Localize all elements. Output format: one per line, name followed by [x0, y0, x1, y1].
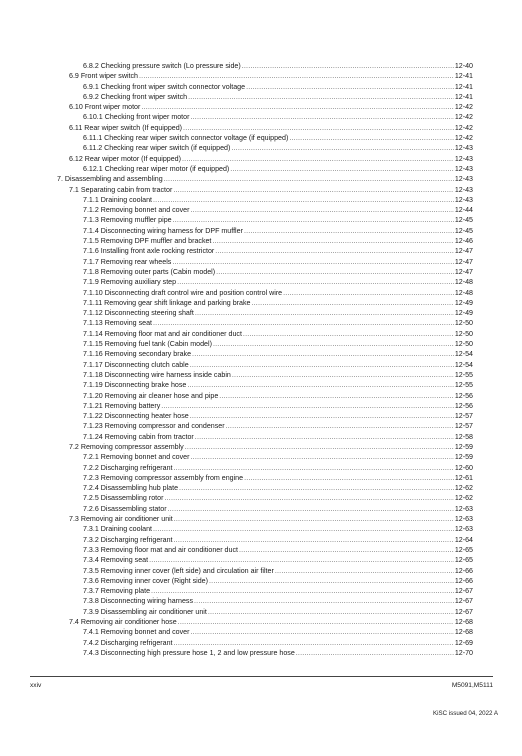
- toc-entry-title: 7.1.14 Removing floor mat and air conditioner duct: [83, 329, 242, 338]
- toc-entry[interactable]: [57, 638, 473, 648]
- dot-leader: [244, 226, 454, 236]
- dot-leader: [209, 576, 454, 586]
- toc-entry-page: 12-67: [454, 607, 473, 616]
- toc-entry-title: 7.1.19 Disconnecting brake hose: [83, 381, 187, 390]
- dot-leader: [246, 82, 454, 92]
- toc-entry[interactable]: [57, 617, 473, 627]
- toc-entry[interactable]: [57, 339, 473, 349]
- dot-leader: [179, 483, 454, 493]
- toc-entry-page: 12-43: [454, 185, 473, 194]
- dot-leader: [164, 174, 454, 184]
- toc-entry[interactable]: [57, 267, 473, 277]
- toc-entry[interactable]: [57, 288, 473, 298]
- dot-leader: [190, 411, 454, 421]
- toc-entry-page: 12-66: [454, 576, 473, 585]
- toc-entry-title: 7.3.3 Removing floor mat and air conditioner duct: [83, 545, 238, 554]
- toc-entry-page: 12-42: [454, 113, 473, 122]
- toc-entry-title: 6.11.1 Checking rear wiper switch connector voltage (if equipped): [83, 134, 289, 143]
- dot-leader: [173, 215, 454, 225]
- dot-leader: [153, 318, 454, 328]
- dot-leader: [188, 92, 454, 102]
- toc-entry-title: 7. Disassembling and assembling: [57, 175, 163, 184]
- toc-entry-page: 12-56: [454, 391, 473, 400]
- toc-entry[interactable]: [57, 463, 473, 473]
- toc-entry-page: 12-49: [454, 298, 473, 307]
- toc-entry-page: 12-55: [454, 381, 473, 390]
- toc-entry-title: 7.3.4 Removing seat: [83, 556, 149, 565]
- toc-entry-title: 7.2.5 Disassembling rotor: [83, 494, 164, 503]
- toc-entry[interactable]: [57, 205, 473, 215]
- toc-entry-title: 7.1.21 Removing battery: [83, 401, 161, 410]
- toc-entry-page: 12-66: [454, 566, 473, 575]
- dot-leader: [239, 545, 454, 555]
- dot-leader: [242, 61, 454, 71]
- dot-leader: [190, 627, 453, 637]
- dot-leader: [208, 607, 454, 617]
- dot-leader: [172, 257, 454, 267]
- toc-entry[interactable]: [57, 555, 473, 565]
- toc-entry-page: 12-45: [454, 216, 473, 225]
- toc-entry[interactable]: [57, 133, 473, 143]
- toc-entry[interactable]: [57, 92, 473, 102]
- dot-leader: [151, 586, 454, 596]
- dot-leader: [213, 339, 454, 349]
- toc-entry-page: 12-43: [454, 175, 473, 184]
- toc-entry-title: 7.1.9 Removing auxiliary step: [83, 278, 177, 287]
- toc-entry[interactable]: [57, 524, 473, 534]
- toc-entry-title: 7.3.9 Disassembling air conditioner unit: [83, 607, 207, 616]
- dot-leader: [195, 432, 454, 442]
- toc-entry-title: 6.10 Front wiper motor: [69, 103, 141, 112]
- toc-entry[interactable]: [57, 308, 473, 318]
- toc-entry-title: 7.2.6 Disassembling stator: [83, 504, 167, 513]
- page-number: xxiv: [30, 682, 42, 689]
- dot-leader: [174, 638, 454, 648]
- toc-entry-title: 7.2.1 Removing bonnet and cover: [83, 453, 190, 462]
- toc-entry-page: 12-56: [454, 401, 473, 410]
- toc-entry[interactable]: [57, 215, 473, 225]
- dot-leader: [231, 143, 454, 153]
- toc-entry-page: 12-43: [454, 144, 473, 153]
- toc-entry-page: 12-55: [454, 370, 473, 379]
- toc-entry[interactable]: [57, 421, 473, 431]
- toc-entry-page: 12-63: [454, 504, 473, 513]
- toc-entry-title: 7.2.2 Discharging refrigerant: [83, 463, 173, 472]
- toc-entry-title: 7.3.8 Disconnecting wiring harness: [83, 597, 194, 606]
- toc-entry-page: 12-47: [454, 267, 473, 276]
- toc-entry-page: 12-63: [454, 525, 473, 534]
- toc-entry[interactable]: [57, 391, 473, 401]
- toc-entry[interactable]: [57, 112, 473, 122]
- toc-entry-page: 12-61: [454, 473, 473, 482]
- dot-leader: [194, 596, 454, 606]
- toc-entry-title: 7.1.15 Removing fuel tank (Cabin model): [83, 340, 212, 349]
- toc-entry-title: 6.8.2 Checking pressure switch (Lo pressure side): [83, 62, 241, 70]
- dot-leader: [190, 112, 453, 122]
- dot-leader: [275, 566, 454, 576]
- toc-entry[interactable]: [57, 596, 473, 606]
- toc-entry-page: 12-42: [454, 134, 473, 143]
- toc-entry[interactable]: [57, 411, 473, 421]
- toc-entry[interactable]: [57, 277, 473, 287]
- toc-entry[interactable]: [57, 195, 473, 205]
- dot-leader: [219, 391, 454, 401]
- toc-entry-title: 7.1.11 Removing gear shift linkage and parking brake: [83, 298, 251, 307]
- toc-entry-title: 7.1.23 Removing compressor and condenser: [83, 422, 225, 431]
- toc-entry-title: 6.9 Front wiper switch: [69, 72, 138, 81]
- dot-leader: [153, 195, 454, 205]
- toc-entry-title: 7.4.1 Removing bonnet and cover: [83, 628, 190, 637]
- toc-entry-page: 12-68: [454, 618, 473, 627]
- toc-entry-title: 7.1.7 Removing rear wheels: [83, 257, 172, 266]
- toc-entry-title: 6.11.2 Checking rear wiper switch (if equipped): [83, 144, 231, 153]
- toc-entry[interactable]: [57, 380, 473, 390]
- toc-entry-title: 7.2.3 Removing compressor assembly from engine: [83, 473, 244, 482]
- toc-entry[interactable]: [57, 71, 473, 81]
- dot-leader: [164, 493, 453, 503]
- toc-entry-page: 12-50: [454, 319, 473, 328]
- toc-entry[interactable]: [57, 123, 473, 133]
- toc-entry-page: 12-59: [454, 453, 473, 462]
- toc-entry-title: 7.2.4 Disassembling hub plate: [83, 484, 179, 493]
- dot-leader: [190, 452, 453, 462]
- toc-entry-title: 7.4.2 Discharging refrigerant: [83, 638, 173, 647]
- toc-entry-page: 12-64: [454, 535, 473, 544]
- dot-leader: [283, 288, 454, 298]
- toc-entry-title: 6.9.1 Checking front wiper switch connector voltage: [83, 82, 246, 91]
- toc-entry-title: 7.1.20 Removing air cleaner hose and pipe: [83, 391, 219, 400]
- toc-entry-page: 12-45: [454, 226, 473, 235]
- dot-leader: [230, 164, 454, 174]
- toc-entry-title: 7.1.3 Removing muffler pipe: [83, 216, 172, 225]
- toc-entry[interactable]: [57, 257, 473, 267]
- toc-entry-title: 7.1.5 Removing DPF muffler and bracket: [83, 237, 212, 246]
- toc-entry-page: 12-42: [454, 123, 473, 132]
- toc-entry[interactable]: [57, 432, 473, 442]
- toc-entry-page: 12-48: [454, 288, 473, 297]
- toc-entry-title: 7.1.6 Installing front axle rocking restrictor: [83, 247, 215, 256]
- dot-leader: [174, 514, 454, 524]
- dot-leader: [182, 154, 454, 164]
- toc-entry-page: 12-49: [454, 309, 473, 318]
- toc-entry-page: 12-43: [454, 195, 473, 204]
- toc-entry-page: 12-70: [454, 648, 473, 657]
- toc-entry-title: 7.3.1 Draining coolant: [83, 525, 153, 534]
- toc-entry-title: 7.1.10 Disconnecting draft control wire and position control wire: [83, 288, 283, 297]
- toc-entry-page: 12-41: [454, 82, 473, 91]
- dot-leader: [168, 504, 454, 514]
- toc-entry-title: 7.1.24 Removing cabin from tractor: [83, 432, 194, 441]
- toc-entry-page: 12-46: [454, 237, 473, 246]
- toc-entry[interactable]: [57, 246, 473, 256]
- toc-entry-page: 12-65: [454, 556, 473, 565]
- dot-leader: [243, 329, 454, 339]
- toc-entry[interactable]: [57, 483, 473, 493]
- toc-entry-page: 12-57: [454, 422, 473, 431]
- dot-leader: [174, 535, 454, 545]
- toc-entry-page: 12-68: [454, 628, 473, 637]
- dot-leader: [177, 277, 454, 287]
- dot-leader: [153, 524, 454, 534]
- toc-entry-page: 12-43: [454, 164, 473, 173]
- issue-label: KiSC issued 04, 2022 A: [432, 710, 498, 717]
- toc-entry-title: 7.2 Removing compressor assembly: [69, 442, 184, 451]
- toc-entry[interactable]: [57, 442, 473, 452]
- dot-leader: [183, 123, 454, 133]
- toc-entry[interactable]: [57, 164, 473, 174]
- toc-entry-page: 12-41: [454, 72, 473, 81]
- toc-entry[interactable]: [57, 236, 473, 246]
- dot-leader: [190, 360, 454, 370]
- toc-entry-title: 7.1.22 Disconnecting heater hose: [83, 412, 189, 421]
- toc-entry-title: 7.1.17 Disconnecting clutch cable: [83, 360, 189, 369]
- toc-entry-title: 7.3.5 Removing inner cover (left side) and circulation air filter: [83, 566, 274, 575]
- dot-leader: [190, 205, 453, 215]
- toc-entry[interactable]: [57, 566, 473, 576]
- toc-entry-title: 7.3.6 Removing inner cover (Right side): [83, 576, 208, 585]
- toc-entry[interactable]: [57, 473, 473, 483]
- dot-leader: [139, 71, 454, 81]
- toc-entry[interactable]: [57, 586, 473, 596]
- dot-leader: [289, 133, 454, 143]
- toc-entry[interactable]: [57, 607, 473, 617]
- toc-entry[interactable]: [57, 504, 473, 514]
- toc-entry-title: 6.11 Rear wiper switch (If equipped): [69, 123, 183, 132]
- toc-entry-title: 7.3.7 Removing plate: [83, 587, 151, 596]
- toc-entry-title: 7.3 Removing air conditioner unit: [69, 515, 173, 524]
- toc-entry-page: 12-58: [454, 432, 473, 441]
- toc-entry[interactable]: [57, 493, 473, 503]
- footer-divider: [30, 676, 493, 677]
- toc-entry-page: 12-59: [454, 442, 473, 451]
- toc-entry-page: 12-47: [454, 257, 473, 266]
- toc-entry-page: 12-54: [454, 350, 473, 359]
- toc-entry[interactable]: [57, 514, 473, 524]
- toc-entry-title: 7.1.18 Disconnecting wire harness inside cabin: [83, 370, 231, 379]
- toc-entry-page: 12-65: [454, 545, 473, 554]
- toc-entry[interactable]: [57, 401, 473, 411]
- toc-entry-title: 7.1.8 Removing outer parts (Cabin model): [83, 267, 216, 276]
- dot-leader: [174, 463, 454, 473]
- toc-entry-page: 12-57: [454, 412, 473, 421]
- toc-entry-title: 7.1.16 Removing secondary brake: [83, 350, 192, 359]
- toc-entry-title: 6.10.1 Checking front wiper motor: [83, 113, 190, 122]
- toc-entry[interactable]: [57, 154, 473, 164]
- toc-entry[interactable]: [57, 226, 473, 236]
- dot-leader: [195, 308, 454, 318]
- toc-entry[interactable]: [57, 82, 473, 92]
- toc-entry[interactable]: [57, 535, 473, 545]
- toc-entry-page: 12-60: [454, 463, 473, 472]
- toc-entry-page: 12-47: [454, 247, 473, 256]
- toc-entry-page: 12-54: [454, 360, 473, 369]
- dot-leader: [161, 401, 454, 411]
- toc-entry-title: 7.1.13 Removing seat: [83, 319, 153, 328]
- dot-leader: [215, 246, 454, 256]
- toc-entry[interactable]: [57, 360, 473, 370]
- toc-entry[interactable]: [57, 545, 473, 555]
- toc-entry-page: 12-50: [454, 329, 473, 338]
- dot-leader: [141, 102, 453, 112]
- toc-entry-page: 12-43: [454, 154, 473, 163]
- toc-entry-title: 7.1.12 Disconnecting steering shaft: [83, 309, 194, 318]
- dot-leader: [178, 617, 454, 627]
- toc-entry-title: 7.1.4 Disconnecting wiring harness for DPF muffler: [83, 226, 243, 235]
- toc-entry-title: 7.1.1 Draining coolant: [83, 195, 153, 204]
- toc-entry-title: 7.1 Separating cabin from tractor: [69, 185, 173, 194]
- dot-leader: [192, 349, 454, 359]
- toc-entry[interactable]: [57, 102, 473, 112]
- toc-entry-title: 6.12.1 Checking rear wiper motor (if equipped): [83, 164, 230, 173]
- toc-entry[interactable]: [57, 174, 473, 184]
- dot-leader: [226, 421, 454, 431]
- toc-entry-page: 12-48: [454, 278, 473, 287]
- toc-entry-page: 12-67: [454, 597, 473, 606]
- dot-leader: [212, 236, 453, 246]
- toc-entry-page: 12-40: [454, 62, 473, 70]
- toc-entry-page: 12-50: [454, 340, 473, 349]
- dot-leader: [216, 267, 454, 277]
- dot-leader: [296, 648, 454, 658]
- model-number: M5091,M5111: [451, 682, 493, 689]
- toc-entry-page: 12-41: [454, 92, 473, 101]
- toc-entry[interactable]: [57, 329, 473, 339]
- dot-leader: [244, 473, 454, 483]
- toc-entry-title: 7.1.2 Removing bonnet and cover: [83, 206, 190, 215]
- toc-entry[interactable]: [57, 627, 473, 637]
- toc-entry-page: 12-63: [454, 515, 473, 524]
- toc-entry[interactable]: [57, 318, 473, 328]
- toc-entry[interactable]: [57, 349, 473, 359]
- toc-entry-title: 7.4.3 Disconnecting high pressure hose 1, 2 and low pressure hose: [83, 648, 295, 657]
- table-of-contents: [57, 61, 473, 658]
- dot-leader: [232, 370, 454, 380]
- toc-entry[interactable]: [57, 452, 473, 462]
- dot-leader: [185, 442, 454, 452]
- toc-entry-page: 12-67: [454, 587, 473, 596]
- toc-entry-page: 12-69: [454, 638, 473, 647]
- toc-entry[interactable]: [57, 370, 473, 380]
- toc-entry[interactable]: [57, 185, 473, 195]
- toc-entry-title: 6.12 Rear wiper motor (If equipped): [69, 154, 181, 163]
- toc-entry-page: 12-44: [454, 206, 473, 215]
- toc-entry-page: 12-62: [454, 484, 473, 493]
- toc-entry[interactable]: [57, 143, 473, 153]
- toc-entry-title: 7.3.2 Discharging refrigerant: [83, 535, 173, 544]
- toc-entry-page: 12-42: [454, 103, 473, 112]
- toc-entry[interactable]: [57, 298, 473, 308]
- toc-entry[interactable]: [57, 61, 473, 71]
- toc-entry-title: 6.9.2 Checking front wiper switch: [83, 92, 188, 101]
- dot-leader: [187, 380, 454, 390]
- dot-leader: [149, 555, 454, 565]
- toc-entry[interactable]: [57, 648, 473, 658]
- toc-entry-title: 7.4 Removing air conditioner hose: [69, 618, 177, 627]
- toc-entry-page: 12-62: [454, 494, 473, 503]
- dot-leader: [251, 298, 453, 308]
- toc-entry[interactable]: [57, 576, 473, 586]
- dot-leader: [173, 185, 454, 195]
